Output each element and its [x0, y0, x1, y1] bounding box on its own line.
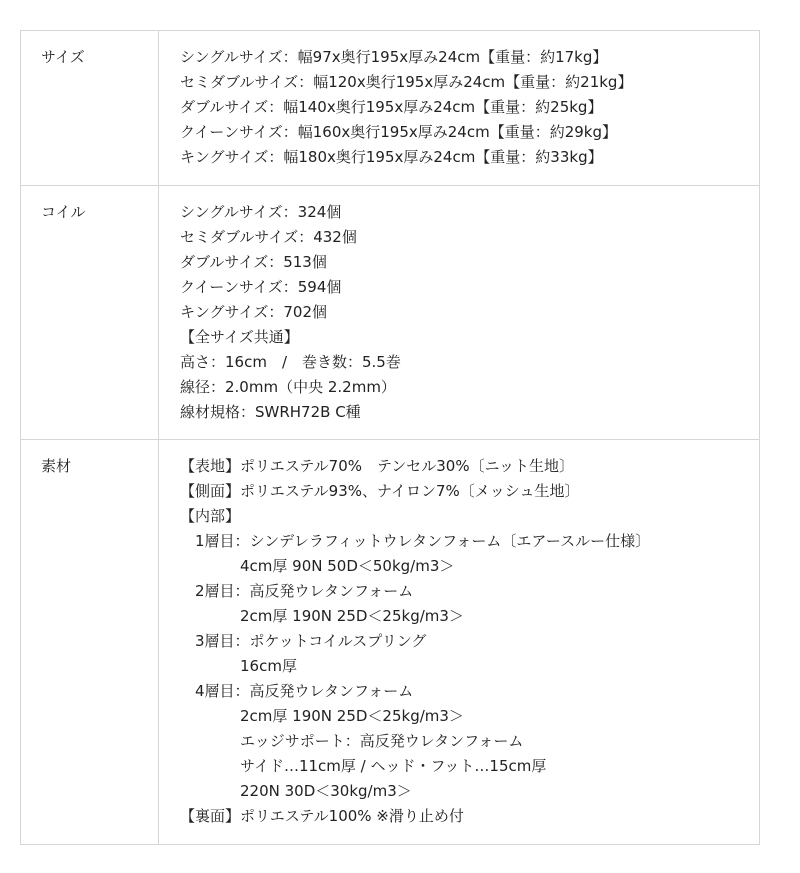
spec-line: シングルサイズ：幅97x奥行195x厚み24cm【重量：約17kg】: [180, 48, 608, 66]
spec-value-material: [159, 440, 759, 844]
spec-line: 線材規格：SWRH72B C種: [180, 403, 361, 421]
spec-value-coil: [159, 186, 759, 439]
spec-line: 【裏面】ポリエステル100% ※滑り止め付: [180, 807, 464, 825]
spec-line: ダブルサイズ：幅140x奥行195x厚み24cm【重量：約25kg】: [180, 98, 603, 116]
spec-label-coil: コイル: [21, 186, 159, 439]
spec-line: 4層目：高反発ウレタンフォーム: [180, 682, 414, 700]
spec-line: 【内部】: [180, 507, 241, 525]
spec-line: 4cm厚 90N 50D＜50kg/m3＞: [180, 557, 455, 575]
spec-line: 【表地】ポリエステル70% テンセル30%〔ニット生地〕: [180, 457, 574, 475]
spec-line: エッジサポート：高反発ウレタンフォーム: [180, 732, 524, 750]
spec-line: セミダブルサイズ：幅120x奥行195x厚み24cm【重量：約21kg】: [180, 73, 633, 91]
spec-line: 3層目：ポケットコイルスプリング: [180, 632, 427, 650]
spec-line: 2cm厚 190N 25D＜25kg/m3＞: [180, 707, 464, 725]
spec-line: 線径：2.0mm（中央 2.2mm）: [180, 378, 396, 396]
spec-line: 【全サイズ共通】: [180, 328, 299, 346]
spec-value-size: [159, 31, 759, 185]
spec-line: クイーンサイズ：幅160x奥行195x厚み24cm【重量：約29kg】: [180, 123, 618, 141]
spec-line: 1層目：シンデレラフィットウレタンフォーム〔エアースルー仕様〕: [180, 532, 651, 550]
spec-label-size: サイズ: [21, 31, 159, 185]
spec-line: ダブルサイズ：513個: [180, 253, 327, 271]
spec-line: 16cm厚: [180, 657, 297, 675]
spec-row-coil: [21, 186, 759, 440]
spec-line: 2cm厚 190N 25D＜25kg/m3＞: [180, 607, 464, 625]
spec-line: キングサイズ：702個: [180, 303, 327, 321]
spec-line: 【側面】ポリエステル93%、ナイロン7%〔メッシュ生地〕: [180, 482, 580, 500]
spec-label-material: 素材: [21, 440, 159, 844]
spec-line: 高さ：16cm / 巻き数：5.5巻: [180, 353, 401, 371]
spec-row-size: [21, 31, 759, 186]
spec-line: シングルサイズ：324個: [180, 203, 342, 221]
spec-line: 220N 30D＜30kg/m3＞: [180, 782, 412, 800]
spec-line: セミダブルサイズ：432個: [180, 228, 357, 246]
spec-row-material: [21, 440, 759, 844]
spec-line: キングサイズ：幅180x奥行195x厚み24cm【重量：約33kg】: [180, 148, 603, 166]
spec-line: クイーンサイズ：594個: [180, 278, 342, 296]
spec-line: サイド…11cm厚 / ヘッド・フット…15cm厚: [180, 757, 547, 775]
spec-table: [20, 30, 760, 845]
spec-line: 2層目：高反発ウレタンフォーム: [180, 582, 414, 600]
